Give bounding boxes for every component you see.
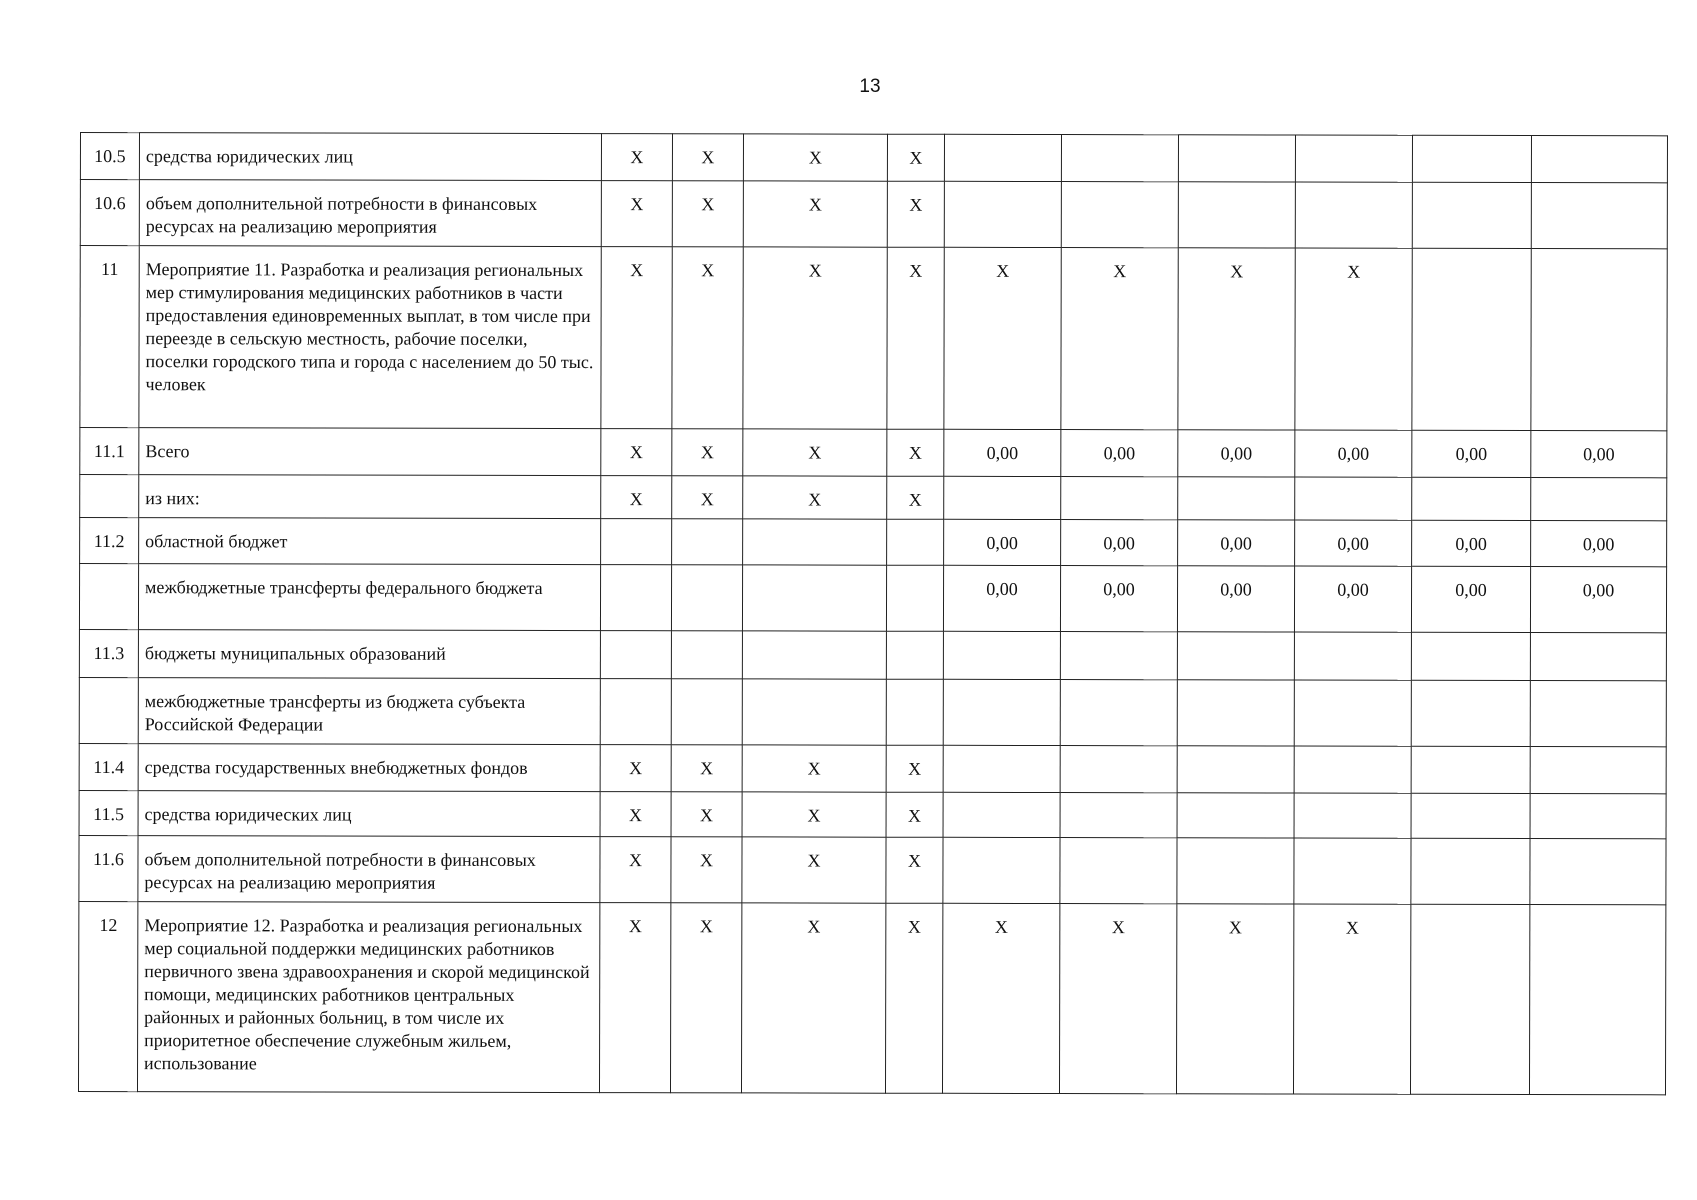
table-cell-col-6: X [1061, 248, 1178, 430]
table-row [79, 564, 1666, 633]
table-cell-col-10 [1531, 478, 1667, 521]
table-cell-col-3: X [743, 476, 887, 519]
table-cell-col-7 [1177, 793, 1294, 838]
table-cell-col-2: X [672, 181, 743, 247]
table-cell-col-8 [1294, 680, 1411, 746]
table-cell-col-4: X [887, 247, 944, 429]
table-cell-col-9 [1411, 632, 1530, 680]
table-cell-col-9 [1411, 838, 1530, 904]
table-cell-col-7: 0,00 [1178, 520, 1295, 566]
table-cell-col-9: 0,00 [1412, 430, 1531, 477]
row-number: 11.4 [79, 743, 138, 790]
table-cell-col-5 [943, 631, 1060, 679]
table-cell-col-4 [886, 631, 943, 679]
row-description: из них: [139, 475, 601, 519]
table-cell-col-9: 0,00 [1411, 566, 1530, 632]
table-cell-col-1: X [600, 745, 671, 792]
table-cell-col-4: X [887, 134, 944, 181]
table-cell-col-5 [944, 134, 1061, 181]
table-cell-col-4 [886, 565, 943, 631]
table-cell-col-8 [1294, 793, 1411, 838]
table-cell-col-3: X [743, 247, 887, 429]
table-cell-col-7 [1178, 477, 1295, 520]
table-row [80, 518, 1667, 567]
table-cell-col-3: X [743, 134, 887, 181]
table-cell-col-10 [1531, 249, 1667, 431]
table-cell-col-2 [671, 565, 742, 631]
table-cell-col-4 [887, 519, 944, 565]
row-description: областной бюджет [139, 518, 601, 565]
table-row [80, 246, 1667, 431]
table-cell-col-6 [1061, 135, 1178, 182]
table-cell-col-6 [1061, 182, 1178, 248]
table-cell-col-7: 0,00 [1177, 566, 1294, 632]
table-row [79, 790, 1666, 838]
table-cell-col-1: X [600, 837, 671, 903]
table-cell-col-10: 0,00 [1530, 567, 1666, 633]
table-cell-col-4: X [886, 745, 943, 792]
table-cell-col-5 [944, 476, 1061, 519]
table-cell-col-4: X [886, 837, 943, 903]
table-cell-col-10 [1530, 747, 1666, 794]
row-number: 11 [80, 246, 139, 428]
table-cell-col-9 [1412, 182, 1531, 248]
row-number: 11.2 [80, 518, 139, 564]
page-number: 13 [859, 76, 881, 97]
table-row [80, 475, 1667, 521]
row-number: 11.5 [79, 790, 138, 835]
table-cell-col-5 [943, 792, 1060, 837]
table-cell-col-6: X [1059, 904, 1176, 1094]
table-row [79, 629, 1666, 680]
table-row [80, 428, 1667, 478]
row-description: средства государственных внебюджетных фондов [138, 744, 600, 792]
row-description: средства юридических лиц [139, 133, 601, 181]
table-cell-col-4 [886, 679, 943, 745]
table-cell-col-10 [1531, 136, 1667, 183]
table-cell-col-6 [1061, 477, 1178, 520]
table-cell-col-1 [600, 679, 671, 745]
table-cell-col-3: X [742, 837, 886, 903]
row-number: 11.1 [80, 428, 139, 475]
table-cell-col-8 [1295, 135, 1412, 182]
table-cell-col-8 [1295, 477, 1412, 520]
table-cell-col-8 [1294, 838, 1411, 904]
table-cell-col-2: X [671, 792, 742, 837]
table-cell-col-9 [1411, 793, 1530, 838]
row-description: Мероприятие 11. Разработка и реализация региональных мер стимулирования медицинских работников в части предоставления единовременных выплат, в том числе при переезде в сельскую местность, рабочие поселки, поселки городского типа и города с населением до 50 тыс. человек [139, 246, 601, 429]
table-cell-col-8 [1294, 746, 1411, 793]
row-number [80, 475, 139, 518]
row-description: средства юридических лиц [138, 791, 600, 837]
row-description: межбюджетные трансферты федерального бюджета [138, 564, 600, 631]
table-cell-col-3: X [742, 745, 886, 792]
table-cell-col-10: 0,00 [1531, 431, 1667, 478]
table-row [78, 901, 1665, 1094]
row-number: 10.6 [80, 180, 139, 246]
row-description: Всего [139, 428, 601, 476]
table-cell-col-1 [601, 519, 672, 565]
table-cell-col-3 [743, 519, 887, 565]
table-cell-col-2 [672, 519, 743, 565]
table-cell-col-6 [1060, 680, 1177, 746]
table-cell-col-8: 0,00 [1295, 430, 1412, 477]
table-cell-col-1: X [601, 247, 672, 429]
table-cell-col-10 [1530, 681, 1666, 747]
table-cell-col-4: X [887, 429, 944, 476]
table-cell-col-2: X [671, 745, 742, 792]
table-row [80, 180, 1667, 249]
table-cell-col-5: 0,00 [943, 565, 1060, 631]
row-number: 12 [78, 901, 137, 1091]
table-cell-col-9 [1410, 904, 1529, 1094]
table-cell-col-6: 0,00 [1061, 430, 1178, 477]
table-cell-col-10 [1531, 183, 1667, 249]
table-cell-col-4: X [886, 792, 943, 837]
table-cell-col-8: 0,00 [1294, 566, 1411, 632]
table-cell-col-5: 0,00 [944, 519, 1061, 565]
table-cell-col-7: X [1176, 904, 1293, 1094]
table-cell-col-6 [1060, 838, 1177, 904]
table-cell-col-2: X [670, 903, 741, 1093]
table-cell-col-5 [943, 745, 1060, 792]
row-description: объем дополнительной потребности в финансовых ресурсах на реализацию мероприятия [138, 836, 600, 903]
table-cell-col-8: X [1293, 904, 1410, 1094]
row-number [79, 564, 138, 630]
table-cell-col-2 [671, 679, 742, 745]
table-cell-col-3: X [741, 903, 885, 1093]
table-cell-col-5: X [942, 903, 1059, 1093]
row-number: 10.5 [80, 133, 139, 180]
table-cell-col-10 [1530, 839, 1666, 905]
table-cell-col-1: X [600, 792, 671, 837]
table-cell-col-2: X [671, 837, 742, 903]
table-cell-col-5 [943, 679, 1060, 745]
row-number [79, 677, 138, 743]
table-cell-col-3: X [742, 792, 886, 837]
table-row [79, 677, 1666, 746]
table-cell-col-8 [1294, 632, 1411, 680]
table-cell-col-8: 0,00 [1295, 520, 1412, 566]
table-cell-col-5: X [944, 247, 1061, 429]
table-cell-col-8: X [1295, 248, 1412, 430]
table-cell-col-5 [943, 837, 1060, 903]
table-cell-col-7 [1178, 135, 1295, 182]
table-cell-col-3 [742, 679, 886, 745]
table-cell-col-9 [1412, 135, 1531, 182]
table-row [80, 133, 1667, 183]
table-body [78, 133, 1667, 1095]
table-cell-col-9: 0,00 [1412, 520, 1531, 566]
table-cell-col-7 [1177, 680, 1294, 746]
table-cell-col-7 [1178, 182, 1295, 248]
table-cell-col-7: X [1178, 248, 1295, 430]
table-cell-col-7: 0,00 [1178, 430, 1295, 477]
table-cell-col-5 [944, 181, 1061, 247]
table-cell-col-3: X [743, 181, 887, 247]
row-number: 11.3 [79, 629, 138, 677]
row-description: бюджеты муниципальных образований [138, 630, 600, 679]
table-cell-col-1: X [601, 134, 672, 181]
table-cell-col-9 [1412, 248, 1531, 430]
table-cell-col-4: X [887, 476, 944, 519]
table-cell-col-9 [1411, 746, 1530, 793]
table-cell-col-2: X [672, 476, 743, 519]
table-cell-col-1: X [599, 903, 670, 1093]
table-cell-col-3: X [743, 429, 887, 476]
table-cell-col-7 [1177, 632, 1294, 680]
table-cell-col-5: 0,00 [944, 429, 1061, 476]
table-cell-col-10 [1529, 905, 1665, 1095]
table-cell-col-3 [742, 631, 886, 679]
table-cell-col-4: X [887, 181, 944, 247]
table-cell-col-6 [1060, 632, 1177, 680]
table-row [79, 743, 1666, 793]
row-description: объем дополнительной потребности в финансовых ресурсах на реализацию мероприятия [139, 180, 601, 247]
table-cell-col-9 [1411, 680, 1530, 746]
table-cell-col-2: X [672, 134, 743, 181]
row-description: Мероприятие 12. Разработка и реализация региональных мер социальной поддержки медицинских работников первичного звена здравоохранения и скорой медицинской помощи, медицинских работников центральных районных и районных больниц, в том числе их приоритетное обеспечение служебным жильем, использование [137, 902, 599, 1093]
table-cell-col-8 [1295, 182, 1412, 248]
table-cell-col-10: 0,00 [1531, 521, 1667, 567]
table-cell-col-1 [600, 631, 671, 679]
table-cell-col-6 [1060, 746, 1177, 793]
table-cell-col-1: X [601, 181, 672, 247]
table-cell-col-6: 0,00 [1060, 566, 1177, 632]
table-row [79, 835, 1666, 904]
table-cell-col-3 [742, 565, 886, 631]
row-number: 11.6 [79, 835, 138, 901]
table-cell-col-2 [671, 631, 742, 679]
table-cell-col-1: X [601, 476, 672, 519]
table-cell-col-6: 0,00 [1061, 520, 1178, 566]
table-cell-col-10 [1530, 794, 1666, 839]
table-cell-col-2: X [672, 429, 743, 476]
row-description: межбюджетные трансферты из бюджета субъекта Российской Федерации [138, 678, 600, 745]
table-cell-col-7 [1177, 746, 1294, 793]
table-cell-col-2: X [672, 247, 743, 429]
table-cell-col-9 [1412, 477, 1531, 520]
table-cell-col-4: X [885, 903, 942, 1093]
table-cell-col-1: X [601, 429, 672, 476]
table-cell-col-7 [1177, 838, 1294, 904]
measures-table [78, 132, 1668, 1095]
table-cell-col-1 [600, 565, 671, 631]
table-cell-col-6 [1060, 793, 1177, 838]
table-cell-col-10 [1530, 633, 1666, 681]
